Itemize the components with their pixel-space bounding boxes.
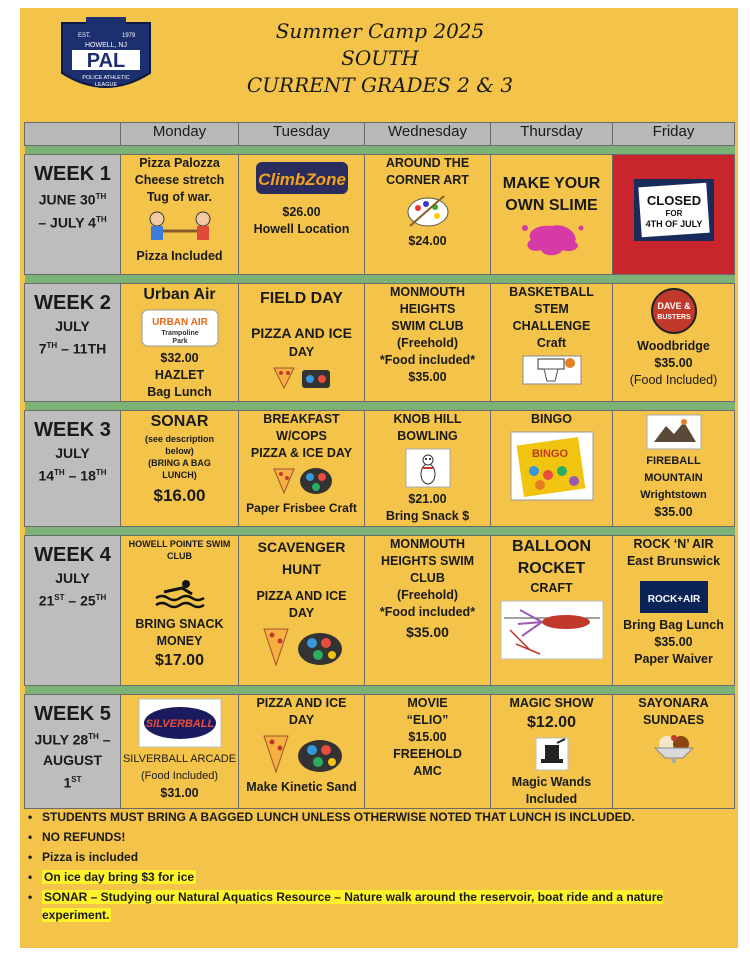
week-label-cell: WEEK 4 JULY 21ST – 25TH: [25, 536, 121, 686]
balloon-rocket-icon: [500, 600, 604, 660]
title-line3: CURRENT GRADES 2 & 3: [246, 73, 514, 97]
note-item: • SONAR – Studying our Natural Aquatics Resource – Nature walk around the reservoir, boat ride and a nature experiment.: [28, 888, 728, 908]
note-item: • On ice day bring $3 for ice: [28, 868, 728, 888]
activity-cell: HOWELL POINTE SWIM CLUB BRING SNACK MONEY $17.00: [121, 536, 239, 686]
day-wednesday: Wednesday: [365, 123, 491, 146]
bowling-pin-icon: [405, 448, 451, 488]
header-row: [25, 123, 735, 146]
week-label-cell: WEEK 5 JULY 28TH – AUGUST 1ST: [25, 695, 121, 809]
divider: [25, 275, 735, 284]
closed-sign-icon: [632, 177, 716, 243]
day-thursday: Thursday: [491, 123, 613, 146]
logo-name: PAL: [86, 50, 126, 72]
svg-text:Park: Park: [171, 338, 188, 345]
logo-year: 1979: [122, 33, 136, 39]
note-item: • STUDENTS MUST BRING A BAGGED LUNCH UNLESS OTHERWISE NOTED THAT LUNCH IS INCLUDED.: [28, 808, 728, 828]
activity-cell: SONAR (see description below) (BRING A BAG LUNCH) $16.00: [121, 411, 239, 527]
activity-cell: BINGO BINGO: [491, 411, 613, 527]
tug-of-war-icon: [145, 209, 215, 245]
activity-cell: Pizza Palozza Cheese stretch Tug of war. Pizza Included: [121, 155, 239, 275]
activity-cell: ClimbZone $26.00 Howell Location: [239, 155, 365, 275]
week-label-cell: WEEK 1 JUNE 30TH – JULY 4TH: [25, 155, 121, 275]
rock-n-air-logo: [639, 580, 709, 614]
closed-cell: [613, 155, 735, 275]
divider: [25, 402, 735, 411]
svg-text:4TH OF JULY: 4TH OF JULY: [645, 219, 702, 229]
svg-text:ClimbZone: ClimbZone: [257, 170, 346, 189]
divider: [25, 146, 735, 155]
divider: [25, 527, 735, 536]
slime-icon: [517, 220, 587, 258]
svg-text:URBAN AIR: URBAN AIR: [151, 317, 208, 328]
activity-cell: BASKETBALL STEM CHALLENGE Craft: [491, 284, 613, 402]
activity-cell: AROUND THE CORNER ART $24.00: [365, 155, 491, 275]
week-label-cell: WEEK 2 JULY 7TH – 11TH: [25, 284, 121, 402]
week-row: [25, 411, 735, 527]
week-row: [25, 695, 735, 809]
week-row: [25, 155, 735, 275]
svg-text:BUSTERS: BUSTERS: [656, 314, 691, 321]
note-item: • NO REFUNDS!: [28, 828, 728, 848]
svg-text:DAVE &: DAVE &: [656, 301, 691, 311]
logo-town: HOWELL, NJ: [84, 42, 128, 49]
pizza-ice-icon: [260, 625, 344, 669]
logo-sub1: POLICE ATHLETIC: [82, 75, 130, 81]
paint-palette-icon: [404, 192, 452, 230]
activity-cell: PIZZA AND ICE DAY Make Kinetic Sand: [239, 695, 365, 809]
svg-text:ROCK+AIR: ROCK+AIR: [647, 594, 700, 605]
week-row: [25, 284, 735, 402]
activity-cell: DAVE & BUSTERS Woodbridge $35.00 (Food Included): [613, 284, 735, 402]
fireball-mountain-logo: [646, 414, 702, 450]
title-line2: SOUTH: [341, 46, 419, 70]
pal-logo: [58, 17, 154, 99]
week-label: WEEK 3: [34, 419, 111, 441]
activity-cell: MONMOUTH HEIGHTS SWIM CLUB (Freehold) *Food included* $35.00: [365, 536, 491, 686]
swimmer-icon: [152, 578, 208, 610]
activity-cell: MOVIE “ELIO” $15.00 FREEHOLD AMC: [365, 695, 491, 809]
week-label: WEEK 5: [34, 703, 111, 725]
bingo-card-icon: [510, 431, 594, 501]
note-item: • Pizza is included: [28, 848, 728, 868]
svg-text:FOR: FOR: [665, 209, 682, 218]
svg-text:CLOSED: CLOSED: [646, 193, 701, 208]
notes-list: [28, 808, 728, 922]
magic-hat-icon: [535, 737, 569, 771]
week-dates: JUNE 30TH: [38, 191, 107, 208]
week-label: WEEK 4: [34, 544, 111, 566]
svg-text:SILVERBALL: SILVERBALL: [145, 718, 214, 730]
sundae-icon: [649, 732, 699, 766]
activity-cell: FIELD DAY PIZZA AND ICE DAY: [239, 284, 365, 402]
logo-sub2: LEAGUE: [94, 82, 118, 88]
week-row: [25, 536, 735, 686]
activity-cell: MAGIC SHOW $12.00 Magic Wands Included: [491, 695, 613, 809]
activity-cell: BALLOON ROCKET CRAFT: [491, 536, 613, 686]
activity-cell: KNOB HILL BOWLING $21.00 Bring Snack $: [365, 411, 491, 527]
title-block: [180, 18, 580, 99]
activity-cell: BREAKFAST W/COPS PIZZA & ICE DAY Paper Frisbee Craft: [239, 411, 365, 527]
activity-cell: MAKE YOUR OWN SLIME: [491, 155, 613, 275]
logo-est: EST.: [78, 33, 91, 39]
activity-cell: ROCK ‘N’ AIR East Brunswick ROCK+AIR Bring Bag Lunch $35.00 Paper Waiver: [613, 536, 735, 686]
corner-cell: [25, 123, 121, 146]
activity-cell: SAYONARA SUNDAES: [613, 695, 735, 809]
title-line1: Summer Camp 2025: [275, 19, 485, 43]
svg-text:BINGO: BINGO: [531, 448, 568, 460]
activity-cell: SILVERBALL SILVERBALL ARCADE (Food Included) $31.00: [121, 695, 239, 809]
activity-cell: FIREBALL MOUNTAIN Wrightstown $35.00: [613, 411, 735, 527]
activity-cell: Urban Air URBAN AIR Trampoline Park $32.00 HAZLET Bag Lunch: [121, 284, 239, 402]
divider: [25, 686, 735, 695]
svg-text:Trampoline: Trampoline: [160, 330, 199, 337]
basketball-hoop-icon: [522, 355, 582, 385]
schedule-table: [24, 122, 735, 809]
pizza-ice-icon: [260, 732, 344, 776]
day-tuesday: Tuesday: [239, 123, 365, 146]
week-label-cell: WEEK 3 JULY 14TH – 18TH: [25, 411, 121, 527]
climbzone-logo: [254, 158, 350, 198]
dave-busters-logo: [650, 287, 698, 335]
day-monday: Monday: [121, 123, 239, 146]
pizza-ice-icon: [270, 364, 334, 390]
activity-cell: MONMOUTH HEIGHTS SWIM CLUB (Freehold) *Food included* $35.00: [365, 284, 491, 402]
urban-air-logo: [141, 309, 219, 347]
day-friday: Friday: [613, 123, 735, 146]
week-label: WEEK 1: [34, 163, 111, 185]
pizza-ice-icon: [270, 465, 334, 497]
activity-cell: SCAVENGER HUNT PIZZA AND ICE DAY: [239, 536, 365, 686]
silverball-logo: [138, 698, 222, 748]
week-label: WEEK 2: [34, 292, 111, 314]
